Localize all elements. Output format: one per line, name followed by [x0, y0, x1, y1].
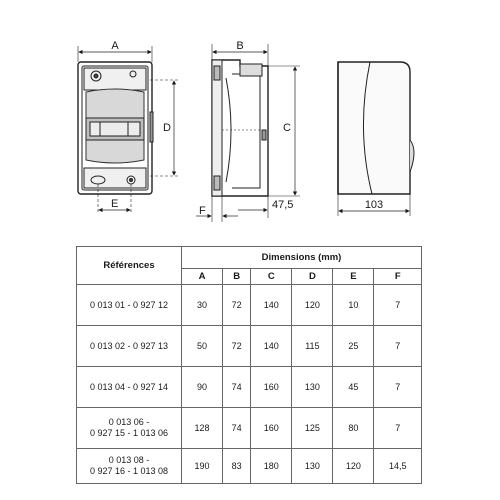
reference-cell	[77, 449, 182, 484]
reference-line-2: 0 927 16 - 1 013 08	[89, 466, 169, 476]
column-header-b: B	[223, 269, 251, 285]
value-e: 45	[333, 367, 374, 408]
value-b: 72	[223, 285, 251, 326]
value-f: 7	[374, 408, 422, 449]
value-e: 80	[333, 408, 374, 449]
table-row	[77, 449, 422, 484]
value-d: 125	[292, 408, 333, 449]
value-d: 130	[292, 367, 333, 408]
reference-cell: 0 013 01 - 0 927 12	[77, 285, 182, 326]
dimension-d-label: D	[163, 122, 171, 134]
dimension-103-label: 103	[364, 199, 384, 211]
side-view	[212, 60, 268, 196]
dimension-b-label: B	[236, 40, 244, 52]
table-row	[77, 408, 422, 449]
value-a: 30	[182, 285, 223, 326]
value-c: 140	[251, 326, 292, 367]
value-b: 72	[223, 326, 251, 367]
reference-cell: 0 013 04 - 0 927 14	[77, 367, 182, 408]
reference-line-2: 0 927 15 - 1 013 06	[89, 428, 169, 438]
perspective-view	[338, 62, 414, 194]
value-a: 90	[182, 367, 223, 408]
value-f: 14,5	[374, 449, 422, 484]
reference-line-1: 0 013 06 -	[108, 417, 150, 427]
value-c: 160	[251, 408, 292, 449]
column-header-d: D	[292, 269, 333, 285]
dimension-a-label: A	[111, 40, 119, 52]
dimension-103	[338, 194, 410, 216]
reference-cell	[77, 408, 182, 449]
dimension-d	[150, 80, 180, 176]
ref-column-header: Références	[77, 247, 182, 285]
value-d: 120	[292, 285, 333, 326]
column-header-f: F	[374, 269, 422, 285]
column-header-c: C	[251, 269, 292, 285]
front-view	[78, 62, 153, 194]
value-b: 74	[223, 408, 251, 449]
value-a: 190	[182, 449, 223, 484]
value-c: 180	[251, 449, 292, 484]
reference-line-1: 0 013 08 -	[108, 455, 150, 465]
value-a: 128	[182, 408, 223, 449]
value-f: 7	[374, 367, 422, 408]
value-b: 83	[223, 449, 251, 484]
value-c: 140	[251, 285, 292, 326]
dimension-f-label: F	[199, 205, 206, 217]
value-d: 115	[292, 326, 333, 367]
dimension-a	[78, 40, 152, 62]
value-b: 74	[223, 367, 251, 408]
dimension-47-5	[238, 196, 293, 218]
value-a: 50	[182, 326, 223, 367]
table-row	[77, 367, 422, 408]
dimension-47-5-label: 47,5	[272, 199, 294, 211]
column-header-a: A	[182, 269, 223, 285]
dimension-f	[196, 196, 238, 222]
dimension-c	[268, 66, 300, 196]
column-header-e: E	[333, 269, 374, 285]
value-f: 7	[374, 326, 422, 367]
value-f: 7	[374, 285, 422, 326]
table-row	[77, 326, 422, 367]
technical-drawing	[0, 0, 500, 235]
value-e: 120	[333, 449, 374, 484]
value-e: 10	[333, 285, 374, 326]
reference-cell: 0 013 02 - 0 927 13	[77, 326, 182, 367]
value-d: 130	[292, 449, 333, 484]
dimensions-table	[76, 246, 422, 484]
value-e: 25	[333, 326, 374, 367]
dimensions-header: Dimensions (mm)	[182, 247, 422, 269]
value-c: 160	[251, 367, 292, 408]
table-row	[77, 285, 422, 326]
dimension-e-label: E	[111, 198, 119, 210]
dimension-c-label: C	[283, 122, 291, 134]
